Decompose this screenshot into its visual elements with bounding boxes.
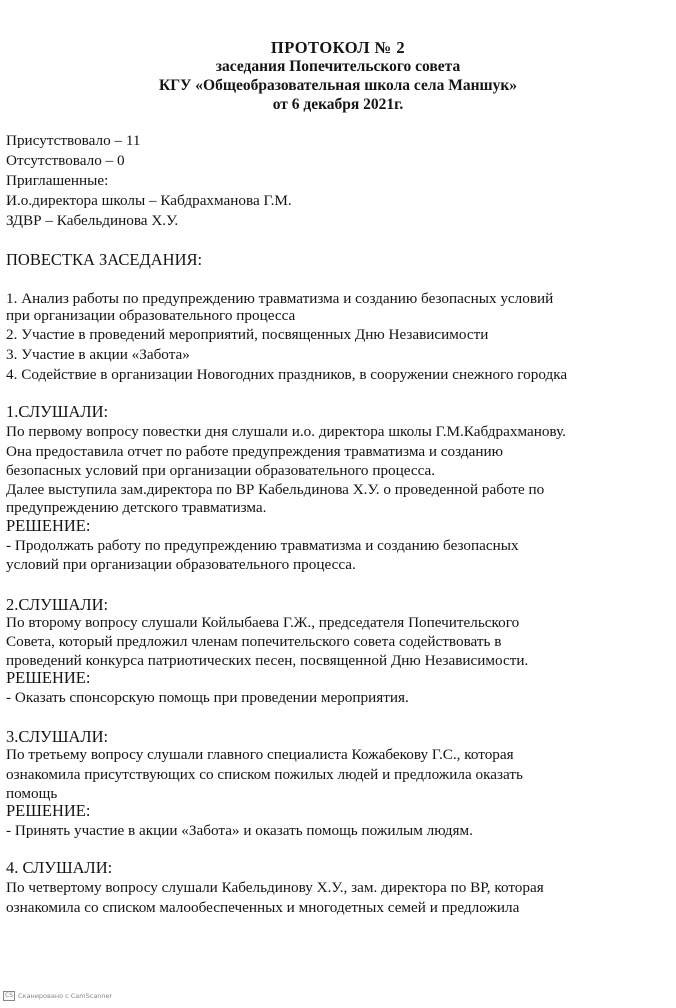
scanner-watermark xyxy=(3,991,112,1001)
agenda-item-4: 4. Содействие в организации Новогодних праздников, в сооружении снежного городка xyxy=(6,366,568,383)
scanner-watermark-text: Сканировано с CamScanner xyxy=(18,992,113,1000)
agenda-item-2: 2. Участие в проведений мероприятий, посвященных Дню Независимости xyxy=(6,326,489,343)
section-2-decision-heading: РЕШЕНИЕ: xyxy=(6,668,91,687)
agenda-item-3: 3. Участие в акции «Забота» xyxy=(6,346,190,363)
section-4-line: По четвертому вопросу слушали Кабельдинову Х.У., зам. директора по ВР, которая xyxy=(6,879,544,896)
section-1-decision-line: условий при организации образовательного процесса. xyxy=(6,556,356,573)
section-1-decision-line: - Продолжать работу по предупреждению травматизма и созданию безопасных xyxy=(6,537,519,554)
section-1-decision-heading: РЕШЕНИЕ: xyxy=(6,516,91,535)
section-3-line: помощь xyxy=(6,785,58,802)
section-3-heading: 3.СЛУШАЛИ: xyxy=(6,727,109,746)
section-2-decision-line: - Оказать спонсорскую помощь при проведении мероприятия. xyxy=(6,689,409,706)
attendance-absent: Отсутствовало – 0 xyxy=(6,152,125,169)
attendance-invited-label: Приглашенные: xyxy=(6,172,109,189)
section-1-line: Далее выступила зам.директора по ВР Кабельдинова Х.У. о проведенной работе по xyxy=(6,481,545,498)
agenda-item-1-line-1: 1. Анализ работы по предупреждению травматизма и созданию безопасных условий xyxy=(6,290,554,307)
protocol-subtitle-school: КГУ «Общеобразовательная школа села Маншук» xyxy=(158,77,518,94)
section-3-line: По третьему вопросу слушали главного специалиста Кожабекову Г.С., которая xyxy=(6,746,514,763)
attendance-invited-1: И.о.директора школы – Кабдрахманова Г.М. xyxy=(6,192,292,209)
protocol-subtitle-council: заседания Попечительского совета xyxy=(215,58,461,75)
agenda-heading: ПОВЕСТКА ЗАСЕДАНИЯ: xyxy=(6,250,203,269)
section-3-line: ознакомила присутствующих со списком пожилых людей и предложила оказать xyxy=(6,766,523,783)
section-3-decision-line: - Принять участие в акции «Забота» и оказать помощь пожилым людям. xyxy=(6,822,473,839)
section-3-decision-heading: РЕШЕНИЕ: xyxy=(6,801,91,820)
section-2-line: проведений конкурса патриотических песен, посвященной Дню Независимости. xyxy=(6,652,529,669)
section-1-line: предупреждению детского травматизма. xyxy=(6,499,267,516)
attendance-invited-2: ЗДВР – Кабельдинова Х.У. xyxy=(6,212,179,229)
section-2-line: Совета, который предложил членам попечительского совета содействовать в xyxy=(6,633,502,650)
camscanner-icon: CS xyxy=(5,992,13,999)
section-1-heading: 1.СЛУШАЛИ: xyxy=(6,402,109,421)
section-2-line: По второму вопросу слушали Койлыбаева Г.Ж., председателя Попечительского xyxy=(6,614,520,631)
section-4-heading: 4. СЛУШАЛИ: xyxy=(6,858,113,877)
agenda-item-1-line-2: при организации образовательного процесса xyxy=(6,307,296,324)
protocol-title: ПРОТОКОЛ № 2 xyxy=(270,38,406,57)
section-1-line: безопасных условий при организации образовательного процесса. xyxy=(6,462,436,479)
section-1-line: По первому вопросу повестки дня слушали и.о. директора школы Г.М.Кабдрахманову. xyxy=(6,423,566,440)
document-header xyxy=(0,38,676,114)
section-2-heading: 2.СЛУШАЛИ: xyxy=(6,595,109,614)
section-4-line: ознакомила со списком малообеспеченных и многодетных семей и предложила xyxy=(6,899,520,916)
protocol-date: от 6 декабря 2021г. xyxy=(272,96,404,113)
section-1-line: Она предоставила отчет по работе предупреждения травматизма и созданию xyxy=(6,443,503,460)
attendance-present: Присутствовало – 11 xyxy=(6,132,141,149)
